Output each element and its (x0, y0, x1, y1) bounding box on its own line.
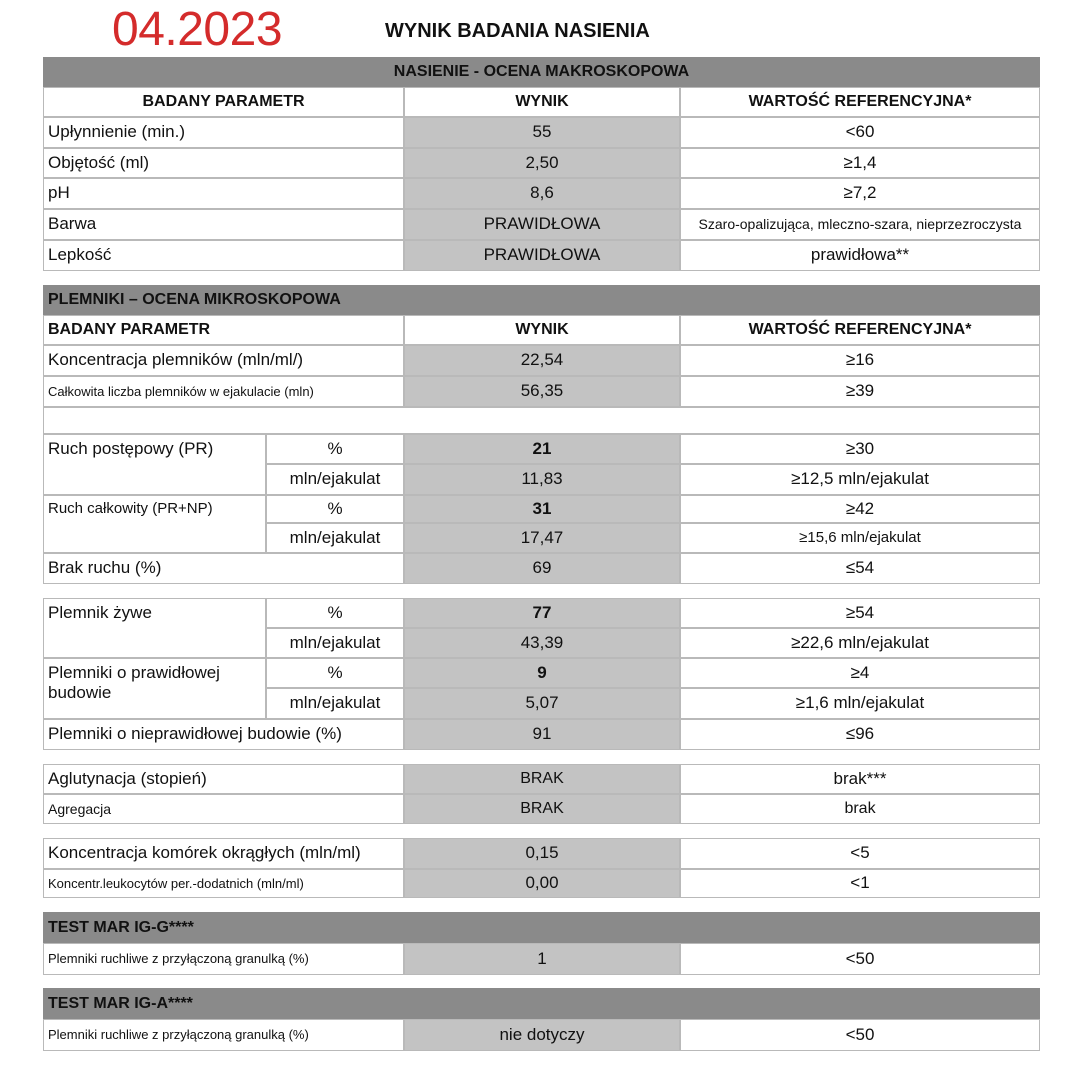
row-result: 56,35 (404, 376, 680, 407)
row-reference: brak (680, 794, 1040, 824)
no-motility-value: 69 (404, 553, 680, 584)
row-reference: ≥54 (680, 598, 1040, 628)
report-title: WYNIK BADANIA NASIENIA (385, 20, 650, 42)
row-reference: ≥39 (680, 376, 1040, 407)
row-result: 0,00 (404, 869, 680, 898)
row-param: pH (43, 178, 404, 209)
row-param: Aglutynacja (stopień) (43, 764, 404, 794)
row-reference: <5 (680, 838, 1040, 869)
column-header-reference: WARTOŚĆ REFERENCYJNA* (680, 315, 1040, 345)
mar-iga-result: nie dotyczy (404, 1019, 680, 1051)
row-result: 22,54 (404, 345, 680, 376)
section-microscopic-header: PLEMNIKI – OCENA MIKROSKOPOWA (43, 285, 1040, 315)
row-param: Barwa (43, 209, 404, 240)
row-param: Koncentr.leukocytów per.-dodatnich (mln/ml) (43, 869, 404, 898)
row-param: Całkowita liczba plemników w ejakulacie (mln) (43, 376, 404, 407)
total-motility-mln: 17,47 (404, 523, 680, 553)
column-header-param: BADANY PARAMETR (43, 87, 404, 117)
row-reference: ≥30 (680, 434, 1040, 464)
row-result: 0,15 (404, 838, 680, 869)
row-result: PRAWIDŁOWA (404, 240, 680, 271)
row-reference: ≥12,5 mln/ejakulat (680, 464, 1040, 495)
row-param: Koncentracja plemników (mln/ml/) (43, 345, 404, 376)
unit-percent: % (266, 658, 404, 688)
row-param: Koncentracja komórek okrągłych (mln/ml) (43, 838, 404, 869)
unit-percent: % (266, 434, 404, 464)
row-reference: ≥42 (680, 495, 1040, 523)
progressive-motility-mln: 11,83 (404, 464, 680, 495)
unit-percent: % (266, 495, 404, 523)
row-reference: ≤54 (680, 553, 1040, 584)
row-result: 2,50 (404, 148, 680, 178)
column-header-reference: WARTOŚĆ REFERENCYJNA* (680, 87, 1040, 117)
section-mar-iga-header: TEST MAR IG-A**** (43, 988, 1040, 1019)
row-reference: ≥1,4 (680, 148, 1040, 178)
mar-iga-param: Plemniki ruchliwe z przyłączoną granulką (%) (43, 1019, 404, 1051)
row-reference: ≥7,2 (680, 178, 1040, 209)
row-result: BRAK (404, 764, 680, 794)
row-result: 55 (404, 117, 680, 148)
row-reference: ≥1,6 mln/ejakulat (680, 688, 1040, 719)
row-result: PRAWIDŁOWA (404, 209, 680, 240)
row-reference: <1 (680, 869, 1040, 898)
normal-morphology-percent: 9 (404, 658, 680, 688)
progressive-motility-percent: 21 (404, 434, 680, 464)
column-header-result: WYNIK (404, 315, 680, 345)
row-param: Agregacja (43, 794, 404, 824)
row-param: Objętość (ml) (43, 148, 404, 178)
spacer-row (43, 407, 1040, 434)
unit-mln: mln/ejakulat (266, 688, 404, 719)
mar-igg-reference: <50 (680, 943, 1040, 975)
row-param: Upłynnienie (min.) (43, 117, 404, 148)
row-param: Lepkość (43, 240, 404, 271)
unit-mln: mln/ejakulat (266, 523, 404, 553)
row-result: 8,6 (404, 178, 680, 209)
column-header-result: WYNIK (404, 87, 680, 117)
row-reference: ≤96 (680, 719, 1040, 750)
section-macroscopic-header: NASIENIE - OCENA MAKROSKOPOWA (43, 57, 1040, 87)
row-reference: Szaro-opalizująca, mleczno-szara, nieprzezroczysta (680, 209, 1040, 240)
total-motility-percent: 31 (404, 495, 680, 523)
normal-morphology-label: Plemniki o prawidłowej budowie (43, 658, 266, 719)
row-reference: ≥22,6 mln/ejakulat (680, 628, 1040, 658)
normal-morphology-mln: 5,07 (404, 688, 680, 719)
alive-sperm-percent: 77 (404, 598, 680, 628)
mar-igg-param: Plemniki ruchliwe z przyłączoną granulką (%) (43, 943, 404, 975)
row-reference: ≥15,6 mln/ejakulat (680, 523, 1040, 553)
row-reference: brak*** (680, 764, 1040, 794)
abnormal-morphology-value: 91 (404, 719, 680, 750)
row-reference: <60 (680, 117, 1040, 148)
column-header-param: BADANY PARAMETR (43, 315, 404, 345)
row-reference: ≥4 (680, 658, 1040, 688)
alive-sperm-mln: 43,39 (404, 628, 680, 658)
no-motility-label: Brak ruchu (%) (43, 553, 404, 584)
total-motility-label: Ruch całkowity (PR+NP) (43, 495, 266, 553)
unit-mln: mln/ejakulat (266, 628, 404, 658)
row-reference: ≥16 (680, 345, 1040, 376)
progressive-motility-label: Ruch postępowy (PR) (43, 434, 266, 495)
report-date: 04.2023 (112, 3, 283, 56)
mar-iga-reference: <50 (680, 1019, 1040, 1051)
section-mar-igg-header: TEST MAR IG-G**** (43, 912, 1040, 943)
row-reference: prawidłowa** (680, 240, 1040, 271)
alive-sperm-label: Plemnik żywe (43, 598, 266, 658)
row-result: BRAK (404, 794, 680, 824)
unit-percent: % (266, 598, 404, 628)
mar-igg-result: 1 (404, 943, 680, 975)
unit-mln: mln/ejakulat (266, 464, 404, 495)
abnormal-morphology-label: Plemniki o nieprawidłowej budowie (%) (43, 719, 404, 750)
